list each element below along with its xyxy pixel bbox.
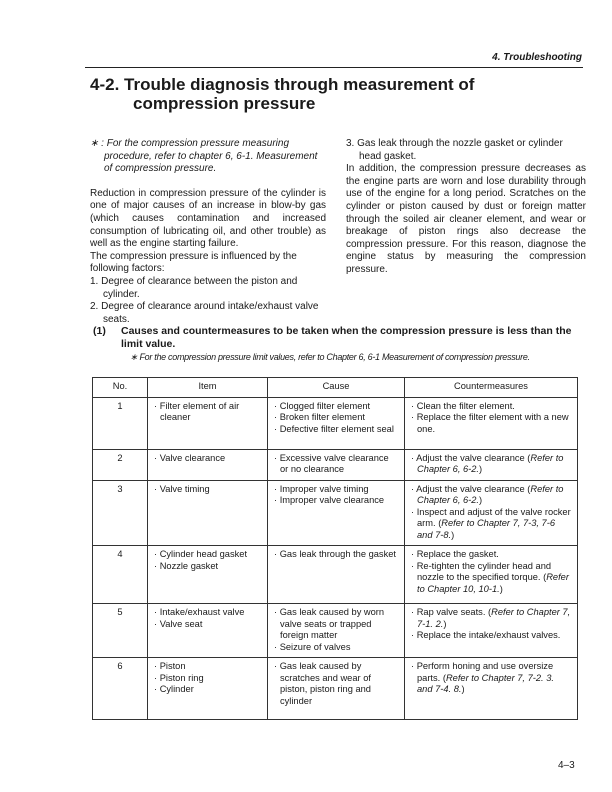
cause-text: Defective filter element seal [279, 423, 394, 434]
header-item: Item [148, 378, 268, 398]
item-text: Valve seat [159, 618, 203, 629]
cause-cell [268, 449, 405, 480]
item-text: Cylinder head gasket [159, 549, 248, 559]
item-cell [148, 449, 268, 480]
cause-text: Gas leak through the gasket [279, 549, 396, 559]
countermeasure-line: · Replace the intake/exhaust valves. [411, 630, 561, 640]
left-column [90, 138, 326, 326]
countermeasure-text: Re-tighten the cylinder head and nozzle to the specified torque. [416, 560, 552, 582]
item-text: Nozzle gasket [159, 560, 219, 571]
item-line: · Valve clearance [154, 452, 226, 463]
cause-cell [268, 480, 405, 546]
cause-line: · Improper valve timing [274, 483, 369, 494]
countermeasure-text: Inspect and adjust of the valve rocker arm. [416, 506, 571, 528]
countermeasure-text: Replace the gasket. [416, 549, 499, 559]
cause-line: · Clogged filter element [274, 400, 371, 411]
factor-item: 3. Gas leak through the nozzle gasket or cylinder head gasket. [346, 138, 563, 162]
section-title: Causes and countermeasures to be taken when the compression pressure is less than the limit value. [121, 325, 572, 350]
cause-line: · Defective filter element seal [274, 423, 394, 434]
item-line: · Cylinder head gasket [154, 549, 248, 559]
countermeasure-line: · Replace the filter element with a new one. [411, 412, 569, 434]
item-text: Intake/exhaust valve [159, 607, 245, 617]
factors-paragraph: The compression pressure is influenced by the following factors: [90, 250, 297, 275]
countermeasure-line: · Re-tighten the cylinder head and nozzle to the specified torque. (Refer to Chapter 10, 10-1.) [411, 560, 569, 594]
item-line: · Valve seat [154, 618, 203, 629]
chapter-reference: Refer to Chapter 7, 7-2. 3. and 7-4. 8. [417, 672, 554, 694]
section-number: (1) [93, 325, 106, 337]
item-cell [148, 480, 268, 546]
factor-item: 2. Degree of clearance around intake/exhaust valve seats. [90, 301, 319, 325]
row-number: 4 [93, 546, 148, 604]
countermeasure-text: Clean the filter element. [416, 400, 515, 411]
cause-line: · Gas leak caused by scratches and wear of piston, piston ring and cylinder [274, 661, 371, 706]
item-text: Piston ring [159, 672, 204, 683]
countermeasure-line: · Perform honing and use oversize parts. (Refer to Chapter 7, 7-2. 3. and 7-4. 8.) [411, 661, 554, 694]
item-text: Filter element of air cleaner [159, 400, 240, 422]
countermeasure-line: · Adjust the valve clearance (Refer to Chapter 6, 6-2.) [411, 452, 564, 474]
countermeasures-cell [405, 658, 578, 720]
countermeasure-line: · Replace the gasket. [411, 549, 499, 559]
row-number: 5 [93, 604, 148, 658]
title-line-2: compression pressure [133, 94, 316, 113]
table-row [93, 449, 578, 480]
cause-text: Gas leak caused by worn valve seats or trapped foreign matter [279, 607, 385, 640]
item-line: · Cylinder [154, 684, 194, 694]
chapter-reference: Refer to Chapter 6, 6-2. [417, 452, 564, 474]
chapter-reference: Refer to Chapter 7, 7-3, 7-6 and 7-8. [417, 518, 555, 540]
header-no: No. [93, 378, 148, 398]
table-row [93, 658, 578, 720]
cause-cell [268, 658, 405, 720]
section-note: ∗ For the compression pressure limit values, refer to Chapter 6, 6-1 Measurement of compression pressure. [130, 352, 530, 362]
countermeasures-cell [405, 604, 578, 658]
header-rule [85, 67, 583, 68]
row-number: 6 [93, 658, 148, 720]
table-row [93, 480, 578, 546]
item-text: Cylinder [159, 684, 194, 694]
chapter-reference: Refer to Chapter 10, 10-1. [417, 572, 569, 594]
countermeasure-line: · Rap valve seats. (Refer to Chapter 7, 7-1. 2.) [411, 607, 571, 629]
cause-line: · Gas leak caused by worn valve seats or trapped foreign matter [274, 607, 385, 640]
header-cause: Cause [268, 378, 405, 398]
row-number: 2 [93, 449, 148, 480]
cause-text: Seizure of valves [279, 641, 351, 652]
countermeasure-line: · Adjust the valve clearance (Refer to Chapter 6, 6-2.) [411, 483, 564, 505]
item-line: · Nozzle gasket [154, 560, 219, 571]
cause-text: Gas leak caused by scratches and wear of piston, piston ring and cylinder [279, 661, 371, 706]
item-line: · Valve timing [154, 483, 210, 494]
item-line: · Intake/exhaust valve [154, 607, 245, 617]
causes-table [92, 377, 578, 720]
countermeasures-cell [405, 449, 578, 480]
countermeasure-text: Replace the filter element with a new one. [416, 412, 569, 434]
cause-text: Excessive valve clearance or no clearance [279, 452, 389, 474]
cause-cell [268, 604, 405, 658]
countermeasure-text: Adjust the valve clearance [416, 483, 525, 494]
row-number: 3 [93, 480, 148, 546]
countermeasure-line: · Clean the filter element. [411, 400, 515, 411]
countermeasure-text: Adjust the valve clearance [416, 452, 525, 463]
item-cell [148, 658, 268, 720]
cause-text: Improper valve clearance [279, 495, 385, 505]
wear-paragraph: In addition, the compression pressure decreases as the engine parts are worn and lose durability through use of the engine for a long period. Scratches on the cylinder or piston caused by dust or foreign matter through the soiled air cleaner element, and wear or breakage of piston rings also decrease the compression pressure. For this reason, diagnose the engine status by measuring the compression pressure. [346, 163, 586, 275]
countermeasures-cell [405, 546, 578, 604]
running-header: 4. Troubleshooting [492, 52, 582, 63]
cause-text: Broken filter element [279, 412, 365, 422]
note-mark: ∗ : [90, 138, 104, 149]
item-cell [148, 546, 268, 604]
item-line: · Piston [154, 661, 186, 671]
note-text: For the compression pressure measuring procedure, refer to chapter 6, 6-1. Measurement of compression pressure. [104, 138, 318, 175]
countermeasure-line: · Inspect and adjust of the valve rocker arm. (Refer to Chapter 7, 7-3, 7-6 and 7-8.) [411, 506, 571, 540]
right-column [346, 138, 586, 277]
item-text: Valve timing [159, 483, 210, 494]
row-number: 1 [93, 397, 148, 449]
item-line: · Filter element of air cleaner [154, 400, 240, 422]
table-header-row [93, 378, 578, 398]
countermeasure-text: Replace the intake/exhaust valves. [416, 630, 561, 640]
cause-line: · Broken filter element [274, 412, 365, 422]
section-heading [93, 325, 583, 351]
countermeasures-cell [405, 480, 578, 546]
factor-item: 1. Degree of clearance between the piston and cylinder. [90, 275, 298, 300]
chapter-reference: Refer to Chapter 6, 6-2. [417, 483, 564, 505]
cause-text: Clogged filter element [279, 400, 371, 411]
item-text: Piston [159, 661, 186, 671]
title-line-1: 4-2. Trouble diagnosis through measurement of [90, 75, 475, 94]
chapter-reference: Refer to Chapter 7, 7-1. 2. [417, 607, 571, 629]
table-row [93, 604, 578, 658]
table-row [93, 397, 578, 449]
cause-line: · Improper valve clearance [274, 495, 385, 505]
cause-cell [268, 546, 405, 604]
countermeasure-text: Rap valve seats. [416, 607, 486, 617]
intro-paragraph: Reduction in compression pressure of the cylinder is one of major causes of an increase in blow-by gas (which causes contamination and increased consumption of lubricating oil, and other trouble) as well as the engine starting failure. [90, 187, 326, 250]
cause-line: · Seizure of valves [274, 641, 351, 652]
cause-cell [268, 397, 405, 449]
item-cell [148, 604, 268, 658]
procedure-note [90, 138, 326, 176]
cause-text: Improper valve timing [279, 483, 369, 494]
countermeasure-text: Perform honing and use oversize parts. [416, 661, 554, 683]
cause-line: · Gas leak through the gasket [274, 549, 396, 559]
item-cell [148, 397, 268, 449]
table-row [93, 546, 578, 604]
header-countermeasures: Countermeasures [405, 378, 578, 398]
item-text: Valve clearance [159, 452, 226, 463]
countermeasures-cell [405, 397, 578, 449]
cause-line: · Excessive valve clearance or no clearance [274, 452, 389, 474]
page-number: 4–3 [558, 760, 575, 771]
item-line: · Piston ring [154, 672, 204, 683]
page-title [90, 75, 474, 113]
